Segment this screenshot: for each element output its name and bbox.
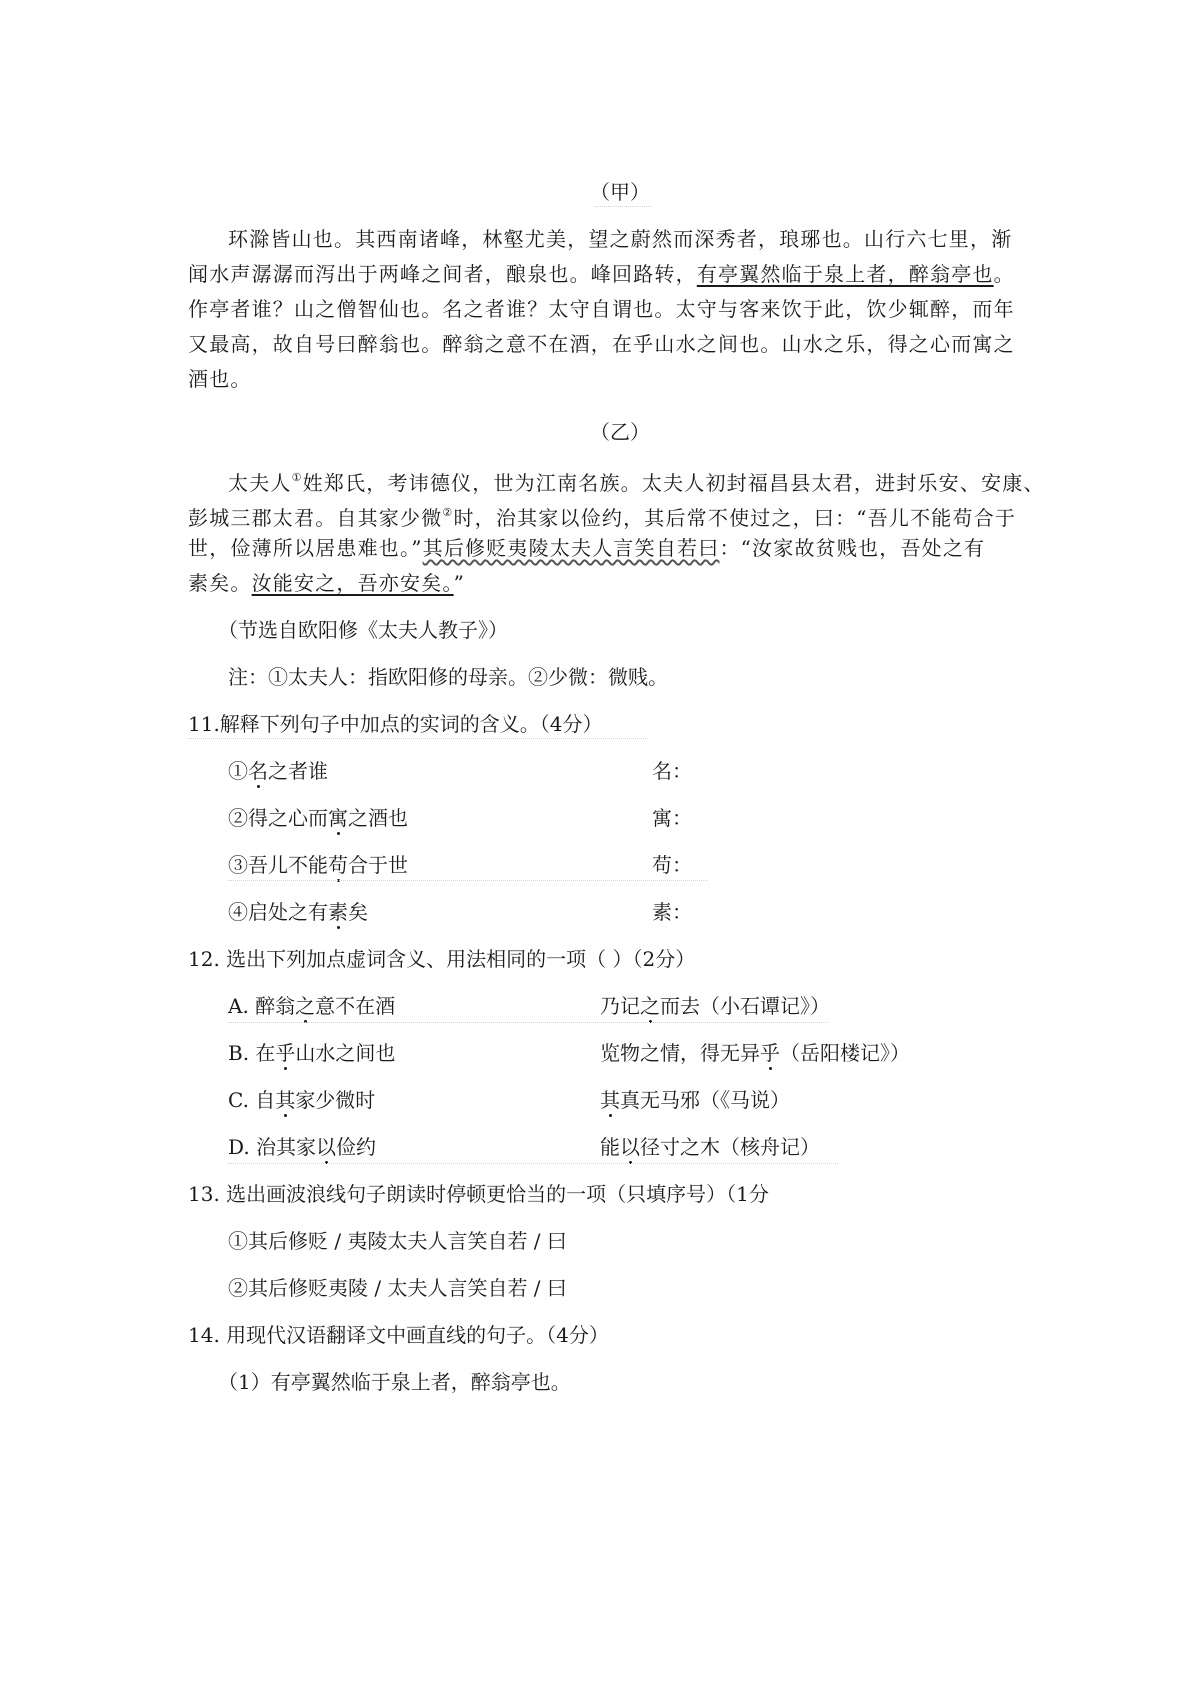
question-13-stem: 13. 选出画波浪线句子朗读时停顿更恰当的一项（只填序号）（1分 bbox=[188, 1182, 769, 1206]
text-segment: 世，俭薄所以居患难也。” bbox=[188, 536, 423, 560]
dotted-word: 其 bbox=[600, 1088, 620, 1112]
question-11-item bbox=[228, 898, 368, 926]
text-segment: 真无马邪（《马说） bbox=[620, 1088, 790, 1112]
text-segment: C. 自 bbox=[228, 1088, 276, 1112]
passage-jia-line bbox=[188, 260, 1015, 288]
dotted-word: 以 bbox=[316, 1135, 337, 1159]
text-segment: 俭约 bbox=[336, 1135, 377, 1159]
question-11-item bbox=[228, 851, 408, 879]
dotted-rule bbox=[228, 880, 708, 881]
text-segment: B. 在 bbox=[228, 1041, 276, 1065]
dotted-word: 寓 bbox=[328, 806, 348, 830]
text-segment: 山水之间也 bbox=[295, 1041, 396, 1065]
text-segment: 素矣。 bbox=[188, 571, 252, 595]
question-11-stem: 11.解释下列句子中加点的实词的含义。（4分） bbox=[188, 712, 603, 736]
text-segment: ②得之心而 bbox=[228, 806, 328, 830]
passage-jia-line: 作亭者谁？山之僧智仙也。名之者谁？太守自谓也。太守与客来饮于此，饮少辄醉，而年 bbox=[188, 297, 1015, 321]
underlined-sentence: 汝能安之，吾亦安矣。 bbox=[251, 571, 454, 595]
text-segment: （岳阳楼记》） bbox=[780, 1041, 910, 1065]
text-segment: 能 bbox=[600, 1135, 620, 1159]
text-segment: D. 治其家 bbox=[228, 1135, 317, 1159]
text-segment: 。 bbox=[993, 262, 1015, 286]
dotted-word: 之 bbox=[295, 994, 316, 1018]
dotted-word: 乎 bbox=[760, 1041, 780, 1065]
passage-yi-line bbox=[188, 569, 465, 597]
text-segment: 意不在酒 bbox=[315, 994, 396, 1018]
question-14-sentence-1: （1）有亭翼然临于泉上者，醉翁亭也。 bbox=[218, 1370, 571, 1394]
dotted-word: 名 bbox=[248, 759, 268, 783]
passage-yi-line bbox=[228, 464, 1045, 497]
question-12-stem: 12. 选出下列加点虚词含义、用法相同的一项（ ）（2分） bbox=[188, 947, 696, 971]
text-segment: ④启处之有 bbox=[228, 900, 328, 924]
passage-yi-line bbox=[188, 534, 985, 562]
text-segment: 径寸之木（核舟记） bbox=[640, 1135, 820, 1159]
text-segment: 太夫人 bbox=[228, 471, 292, 495]
text-segment: 乃记 bbox=[600, 994, 640, 1018]
question-12-option-a[interactable] bbox=[228, 992, 395, 1020]
wavy-underlined-sentence: 其后修贬夷陵太夫人言笑自若曰 bbox=[422, 536, 720, 560]
passage-jia-line: 又最高，故自号曰醉翁也。醉翁之意不在酒，在乎山水之间也。山水之乐，得之心而寓之 bbox=[188, 332, 1015, 356]
text-segment: 合于世 bbox=[348, 853, 408, 877]
question-13-option-2[interactable]: ②其后修贬夷陵 / 太夫人言笑自若 / 曰 bbox=[228, 1276, 567, 1300]
question-12-option-d[interactable] bbox=[228, 1133, 376, 1161]
dotted-word: 苟 bbox=[328, 853, 348, 877]
text-segment: 姓郑氏，考讳德仪，世为江南名族。太夫人初封福昌县太君，进封乐安、安康、 bbox=[302, 471, 1045, 495]
footnote-marker: ① bbox=[291, 471, 303, 484]
text-segment: A. 醉翁 bbox=[228, 994, 296, 1018]
text-segment: 之者谁 bbox=[268, 759, 328, 783]
footnote: 注：①太夫人：指欧阳修的母亲。②少微：微贱。 bbox=[228, 665, 668, 689]
question-12-option-c-compare bbox=[600, 1086, 790, 1114]
text-segment: ：“汝家故贫贱也，吾处之有 bbox=[719, 536, 986, 560]
question-12-option-b-compare bbox=[600, 1039, 910, 1067]
answer-blank[interactable]: 寓： bbox=[652, 806, 692, 830]
underlined-sentence: 有亭翼然临于泉上者，醉翁亭也 bbox=[696, 262, 994, 286]
answer-blank[interactable]: 素： bbox=[652, 900, 692, 924]
question-12-option-c[interactable] bbox=[228, 1086, 375, 1114]
text-segment: 览物之情，得无异 bbox=[600, 1041, 760, 1065]
dotted-rule bbox=[595, 206, 651, 207]
text-segment: 彭城三郡太君。自其家少微 bbox=[188, 506, 443, 530]
text-segment: 闻水声潺潺而泻出于两峰之间者，酿泉也。峰回路转， bbox=[188, 262, 697, 286]
dotted-word: 之 bbox=[640, 994, 660, 1018]
footnote-marker: ② bbox=[442, 506, 454, 519]
passage-yi-title: （乙） bbox=[590, 420, 650, 444]
dotted-rule bbox=[228, 1163, 838, 1164]
text-segment: ” bbox=[453, 571, 466, 595]
text-segment: 家少微时 bbox=[295, 1088, 376, 1112]
answer-blank[interactable]: 名： bbox=[652, 759, 692, 783]
text-segment: 而去（小石谭记》） bbox=[660, 994, 830, 1018]
source-citation: （节选自欧阳修《太夫人教子》） bbox=[218, 618, 508, 642]
dotted-word: 以 bbox=[620, 1135, 640, 1159]
question-14-stem: 14. 用现代汉语翻译文中画直线的句子。（4分） bbox=[188, 1323, 609, 1347]
text-segment: 之酒也 bbox=[348, 806, 408, 830]
passage-yi-line bbox=[188, 499, 1016, 532]
dotted-word: 乎 bbox=[275, 1041, 296, 1065]
dotted-word: 素 bbox=[328, 900, 348, 924]
passage-jia-line: 酒也。 bbox=[188, 367, 252, 391]
dotted-rule bbox=[228, 1022, 828, 1023]
answer-blank[interactable]: 苟： bbox=[652, 853, 692, 877]
passage-jia-line: 环滁皆山也。其西南诸峰，林壑尤美，望之蔚然而深秀者，琅琊也。山行六七里，渐 bbox=[228, 227, 1013, 251]
text-segment: ① bbox=[228, 759, 248, 783]
text-segment: 矣 bbox=[348, 900, 368, 924]
question-13-option-1[interactable]: ①其后修贬 / 夷陵太夫人言笑自若 / 曰 bbox=[228, 1229, 567, 1253]
question-11-item bbox=[228, 757, 328, 785]
text-segment: ③吾儿不能 bbox=[228, 853, 328, 877]
question-12-option-a-compare bbox=[600, 992, 830, 1020]
dotted-word: 其 bbox=[275, 1088, 296, 1112]
question-12-option-b[interactable] bbox=[228, 1039, 395, 1067]
question-12-option-d-compare bbox=[600, 1133, 820, 1161]
question-11-item bbox=[228, 804, 408, 832]
passage-jia-title: （甲） bbox=[590, 180, 650, 204]
text-segment: 时，治其家以俭约，其后常不使过之，曰：“吾儿不能苟合于 bbox=[453, 506, 1017, 530]
dotted-rule bbox=[188, 738, 648, 739]
